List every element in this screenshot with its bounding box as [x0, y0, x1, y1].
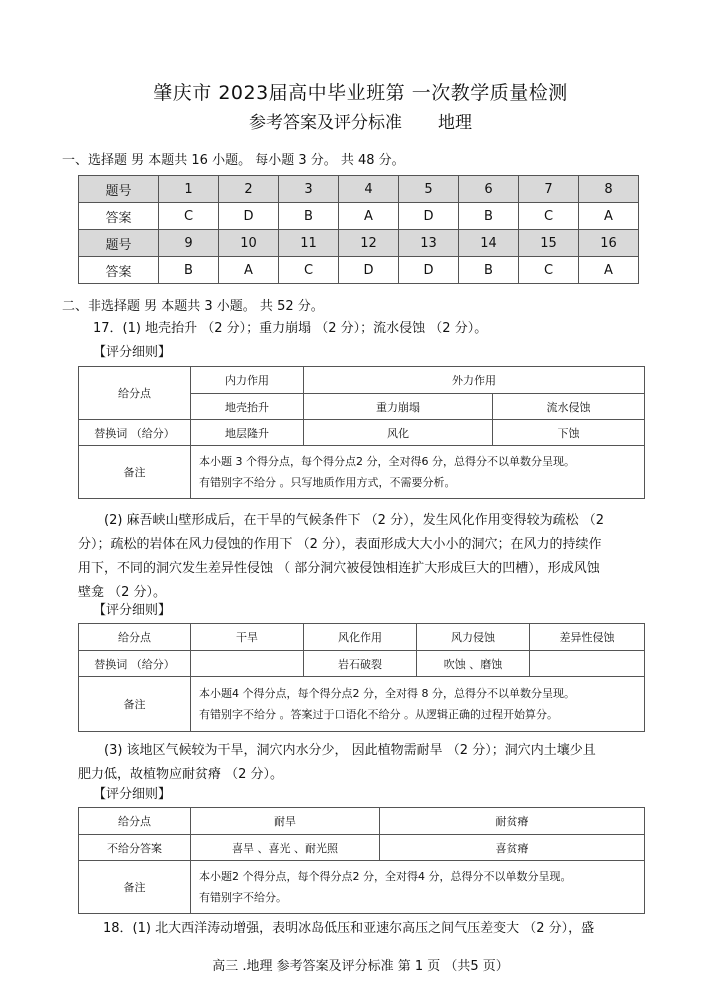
mc-cell: 3: [279, 176, 339, 203]
note-line: 有错别字不给分 。只写地质作用方式，不需要分析。: [199, 476, 456, 489]
cell-note-label: 备注: [79, 677, 191, 732]
section1-heading: 一、选择题 男 本题共 16 小题。 每小题 3 分。 共 48 分。: [62, 153, 405, 168]
q17-part2-answer: [78, 509, 644, 605]
cell: 喜贫瘠: [380, 835, 645, 861]
cell: 替换词 （给分）: [79, 651, 191, 677]
cell-note: [191, 677, 645, 732]
mc-cell: 13: [399, 230, 459, 257]
cell: 耐旱: [191, 808, 380, 835]
mc-cell: D: [399, 257, 459, 284]
mc-row-label: 答案: [79, 203, 159, 230]
para-line: 用下，不同的洞穴发生差异性侵蚀 （ 部分洞穴被侵蚀相连扩大形成巨大的凹槽），形成风蚀: [78, 561, 600, 576]
cell-note-label: 备注: [79, 861, 191, 914]
cell: 不给分答案: [79, 835, 191, 861]
page-title: 肇庆市 2023届高中毕业班第 一次教学质量检测: [153, 82, 568, 104]
cell: 风力侵蚀: [417, 624, 530, 651]
mc-answer-table: [78, 175, 639, 284]
mc-cell: B: [159, 257, 219, 284]
note-line: 有错别字不给分 。答案过于口语化不给分 。从逻辑正确的过程开始算分。: [199, 708, 558, 721]
cell: 给分点: [79, 808, 191, 835]
cell: 耐贫瘠: [380, 808, 645, 835]
mc-cell: 15: [519, 230, 579, 257]
mc-cell: C: [279, 257, 339, 284]
mc-cell: C: [519, 203, 579, 230]
cell-outer-force: 外力作用: [304, 367, 645, 394]
mc-table-row: [79, 203, 639, 230]
mc-row-label: 题号: [79, 230, 159, 257]
subtitle-subject: 地理: [438, 113, 472, 133]
note-line: 有错别字不给分。: [199, 891, 287, 904]
mc-cell: C: [159, 203, 219, 230]
cell: 流水侵蚀: [493, 394, 645, 420]
cell: 重力崩塌: [304, 394, 493, 420]
mc-row-label: 答案: [79, 257, 159, 284]
mc-cell: 14: [459, 230, 519, 257]
section2-heading: 二、非选择题 男 本题共 3 小题。 共 52 分。: [62, 299, 324, 314]
page-footer: 高三 .地理 参考答案及评分标准 第 1 页 （共5 页）: [212, 959, 509, 974]
mc-table-row: [79, 230, 639, 257]
mc-cell: 12: [339, 230, 399, 257]
cell-score-point: 给分点: [79, 367, 191, 420]
para-line: (3) 该地区气候较为干旱，洞穴内水分少， 因此植物需耐旱 （2 分）；洞穴内土壤少且: [104, 743, 596, 758]
mc-cell: A: [219, 257, 279, 284]
scoring-detail-label: 【评分细则】: [93, 603, 172, 618]
mc-cell: B: [279, 203, 339, 230]
cell: 差异性侵蚀: [530, 624, 645, 651]
mc-cell: 5: [399, 176, 459, 203]
mc-cell: 7: [519, 176, 579, 203]
mc-cell: 16: [579, 230, 639, 257]
mc-cell: A: [579, 257, 639, 284]
mc-table-row: [79, 176, 639, 203]
cell: 喜旱 、喜光 、耐光照: [191, 835, 380, 861]
cell: 干旱: [191, 624, 304, 651]
mc-cell: A: [339, 203, 399, 230]
cell: 吹蚀 、磨蚀: [417, 651, 530, 677]
q17-3-scoring-table: [78, 807, 645, 914]
cell-note: [191, 446, 645, 499]
q17-1-scoring-table: [78, 366, 645, 499]
cell-replacement-label: 替换词 （给分）: [79, 420, 191, 446]
mc-cell: 11: [279, 230, 339, 257]
cell: [530, 651, 645, 677]
mc-cell: D: [399, 203, 459, 230]
page-subtitle: [0, 108, 721, 133]
mc-cell: A: [579, 203, 639, 230]
mc-cell: D: [219, 203, 279, 230]
q17-part1-answer: 17．(1) 地壳抬升 （2 分）；重力崩塌 （2 分）；流水侵蚀 （2 分）。: [93, 321, 488, 336]
cell: 风化: [304, 420, 493, 446]
cell: 地层隆升: [191, 420, 304, 446]
q18-part1-answer: 18．(1) 北大西洋涛动增强，表明冰岛低压和亚速尔高压之间气压差变大 （2 分），盛: [103, 921, 595, 936]
mc-cell: D: [339, 257, 399, 284]
cell: 岩石破裂: [304, 651, 417, 677]
para-line: 壁龛 （2 分）。: [78, 585, 167, 600]
mc-cell: 8: [579, 176, 639, 203]
mc-cell: C: [519, 257, 579, 284]
para-line: 分）；疏松的岩体在风力侵蚀的作用下 （2 分），表面形成大大小小的洞穴；在风力的持续作: [78, 537, 602, 552]
para-line: 肥力低，故植物应耐贫瘠 （2 分）。: [78, 767, 284, 782]
cell: 风化作用: [304, 624, 417, 651]
q17-part3-answer: [78, 739, 644, 787]
cell: 给分点: [79, 624, 191, 651]
q17-2-scoring-table: [78, 623, 645, 732]
mc-cell: 1: [159, 176, 219, 203]
para-line: (2) 麻吾峡山壁形成后，在干旱的气候条件下 （2 分），发生风化作用变得较为疏松 （2: [104, 513, 604, 528]
note-line: 本小题4 个得分点，每个得分点2 分，全对得 8 分，总得分不以单数分呈现。: [199, 687, 575, 700]
cell: 地壳抬升: [191, 394, 304, 420]
mc-cell: 10: [219, 230, 279, 257]
mc-cell: B: [459, 203, 519, 230]
mc-cell: B: [459, 257, 519, 284]
note-line: 本小题 3 个得分点，每个得分点2 分，全对得6 分，总得分不以单数分呈现。: [199, 455, 575, 468]
mc-table-row: [79, 257, 639, 284]
cell-note: [191, 861, 645, 914]
mc-row-label: 题号: [79, 176, 159, 203]
scoring-detail-label: 【评分细则】: [93, 787, 172, 802]
scoring-detail-label: 【评分细则】: [93, 345, 172, 360]
cell-inner-force: 内力作用: [191, 367, 304, 394]
note-line: 本小题2 个得分点，每个得分点2 分，全对得4 分，总得分不以单数分呈现。: [199, 870, 572, 883]
mc-cell: 2: [219, 176, 279, 203]
cell: [191, 651, 304, 677]
mc-cell: 9: [159, 230, 219, 257]
subtitle-left: 参考答案及评分标准: [249, 113, 402, 133]
cell-note-label: 备注: [79, 446, 191, 499]
cell: 下蚀: [493, 420, 645, 446]
mc-cell: 6: [459, 176, 519, 203]
mc-cell: 4: [339, 176, 399, 203]
